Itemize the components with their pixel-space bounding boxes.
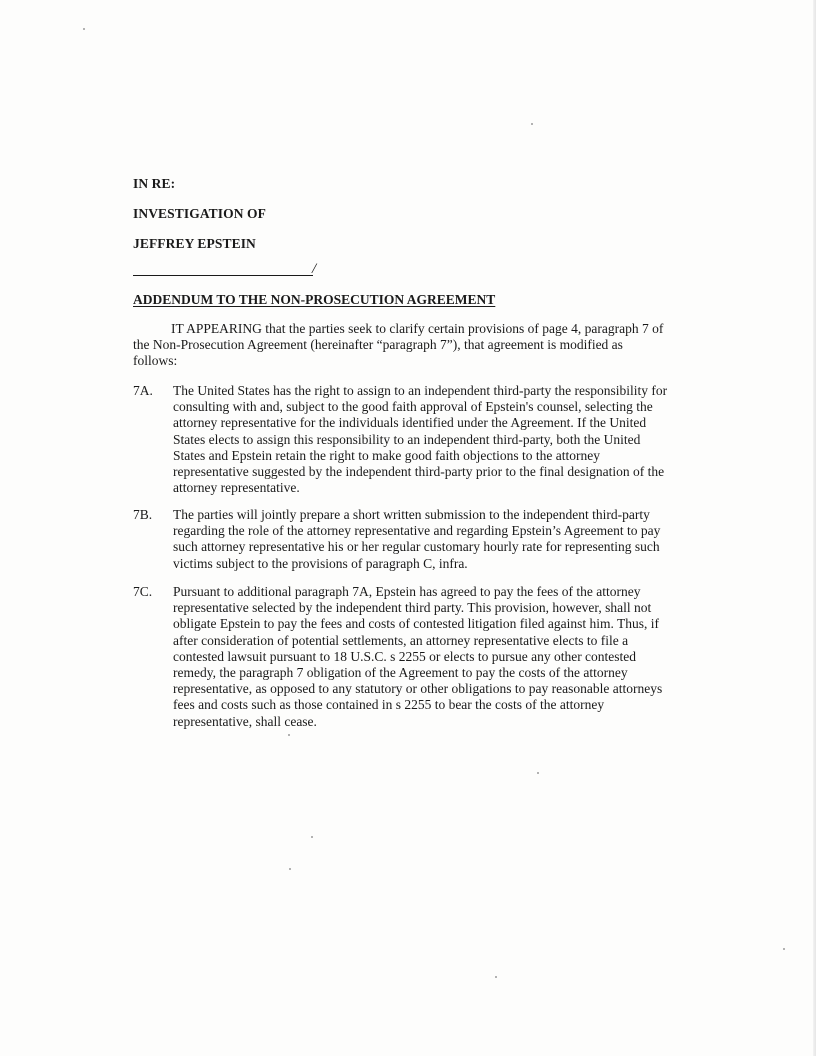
paragraph-number: 7B. [133,507,153,522]
paragraph-number: 7A. [133,383,153,398]
paragraph-text: Pursuant to additional paragraph 7A, Epstein has agreed to pay the fees of the attorney representative selected by the independent third party. This provision, however, shall not obligate Epstein to pay the fees and costs of contested litigation filed against him. Thus, if after consideration of potential settlements, an attorney representative elects to file a contested lawsuit pursuant to 18 U.S.C. s 2255 or elects to pursue any other contested remedy, the paragraph 7 obligation of the Agreement to pay the costs of the attorney representative, as opposed to any statutory or other obligations to pay reasonable attorneys fees and costs such as those contained in s 2255 to bear the costs of the attorney representative, shall cease. [173,584,663,729]
paragraph-7b [133,507,669,572]
paragraph-text: The parties will jointly prepare a short written submission to the independent third-party regarding the role of the attorney representative and regarding Epstein’s Agreement to pay such attorney representative his or her regular customary hourly rate for representing such victims subject to the provisions of paragraph C, infra. [173,507,661,571]
caption-rule [133,275,313,276]
intro-paragraph: IT APPEARING that the parties seek to clarify certain provisions of page 4, paragraph 7 of the Non-Prosecution Agreement (hereinafter “paragraph 7”), that agreement is modified as follows: [133,321,664,369]
paragraph-7c [133,584,669,730]
scan-speck [288,734,290,736]
scan-speck [311,836,313,838]
document-heading: ADDENDUM TO THE NON-PROSECUTION AGREEMENT [133,292,496,307]
caption-investigation: INVESTIGATION OF [133,206,267,221]
scan-speck [531,123,533,125]
caption-in-re: IN RE: [133,176,176,191]
paragraph-number: 7C. [133,584,153,599]
caption-name: JEFFREY EPSTEIN [133,236,256,251]
scan-speck [83,28,85,30]
paragraph-7a [133,383,669,496]
scan-speck [783,948,785,950]
scan-speck [289,868,291,870]
paragraph-text: The United States has the right to assign to an independent third-party the responsibility for consulting with and, subject to the good faith approval of Epstein's counsel, selecting the attorney representative for the individuals identified under the Agreement. If the United States elects to assign this responsibility to an independent third-party, both the United States and Epstein retain the right to make good faith objections to the attorney representative suggested by the independent third-party prior to the final designation of the attorney representative. [173,383,668,496]
scan-speck [495,976,497,978]
scan-speck [537,772,539,774]
caption-slash: / [312,261,317,277]
